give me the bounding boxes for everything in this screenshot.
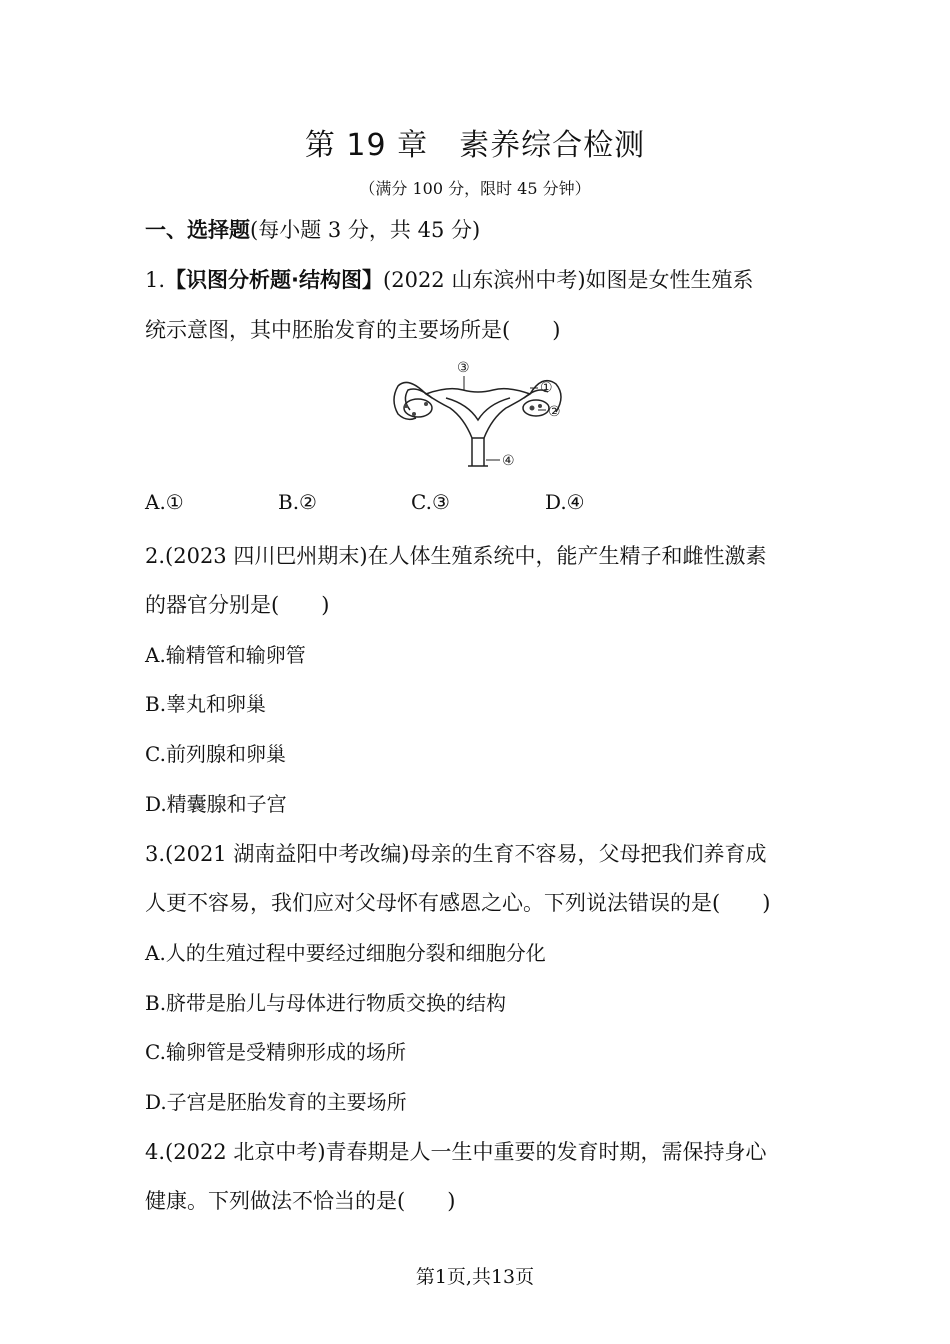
question-1-option-b: B.②: [278, 490, 317, 514]
question-3-line-2: 人更不容易，我们应对父母怀有感恩之心。下列说法错误的是( ): [145, 891, 771, 915]
question-2-line-2: 的器官分别是( ): [145, 593, 330, 617]
question-1-number: 1.: [145, 268, 166, 292]
question-3-option-b: B.脐带是胎儿与母体进行物质交换的结构: [145, 991, 507, 1015]
question-1-option-c: C.③: [411, 490, 450, 514]
question-1-option-d: D.④: [545, 490, 585, 514]
question-2-option-a: A.输精管和输卵管: [145, 643, 306, 667]
question-1-line-2: 统示意图，其中胚胎发育的主要场所是( ): [145, 318, 561, 342]
question-3-option-a: A.人的生殖过程中要经过细胞分裂和细胞分化: [145, 941, 546, 965]
question-1-text: (2022 山东滨州中考)如图是女性生殖系: [383, 268, 754, 292]
diagram-label-3: ③: [457, 360, 470, 376]
question-3-option-d: D.子宫是胚胎发育的主要场所: [145, 1090, 407, 1114]
question-1-line-1: [145, 264, 754, 294]
question-1-tag: 【识图分析题·结构图】: [165, 268, 384, 292]
question-4-line-1: 4.(2022 北京中考)青春期是人一生中重要的发育时期，需保持身心: [145, 1140, 767, 1164]
question-1-option-a: A.①: [145, 490, 184, 514]
page-footer: 第1页,共13页: [415, 1266, 535, 1288]
diagram-label-2: ②: [548, 404, 561, 420]
question-2-option-b: B.睾丸和卵巢: [145, 692, 267, 716]
diagram-label-4: ④: [502, 453, 515, 469]
question-4-line-2: 健康。下列做法不恰当的是( ): [145, 1189, 456, 1213]
section-title: 一、选择题: [145, 218, 250, 242]
diagram-label-1: ①: [540, 380, 553, 396]
section-heading: [145, 214, 480, 244]
section-note: (每小题 3 分，共 45 分): [250, 218, 481, 242]
question-2-line-1: 2.(2023 四川巴州期末)在人体生殖系统中，能产生精子和雌性激素: [145, 544, 767, 568]
page-title: 第 19 章 素养综合检测: [304, 128, 646, 163]
female-reproductive-system-diagram: [388, 356, 568, 472]
exam-info: （满分 100 分，限时 45 分钟）: [359, 179, 591, 198]
question-3-option-c: C.输卵管是受精卵形成的场所: [145, 1040, 406, 1064]
question-3-line-1: 3.(2021 湖南益阳中考改编)母亲的生育不容易，父母把我们养育成: [145, 842, 767, 866]
question-2-option-d: D.精囊腺和子宫: [145, 792, 287, 816]
question-2-option-c: C.前列腺和卵巢: [145, 742, 286, 766]
